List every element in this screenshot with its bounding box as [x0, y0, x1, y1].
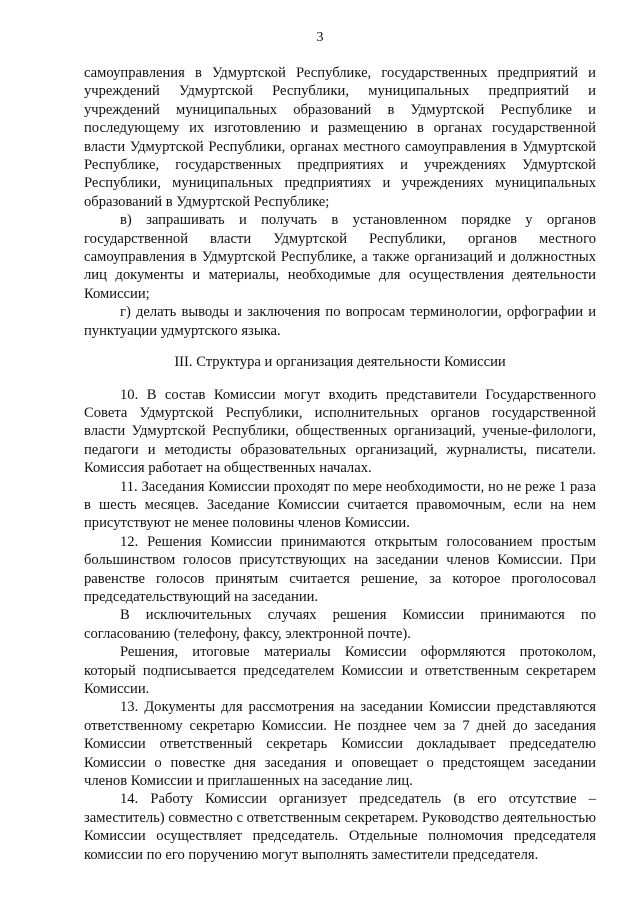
paragraph-10: 10. В состав Комиссии могут входить представители Государственного Совета Удмуртской Республики, исполнительных органов государственной власти Удмуртской Республики, общественных организаций, ученые-филологи, педагоги и методисты образовательных организаций, журналисты, писатели. Комиссия работает на общественных началах. — [84, 386, 596, 477]
document-body — [84, 64, 596, 864]
paragraph-12: 12. Решения Комиссии принимаются открытым голосованием простым большинством голосов присутствующих на заседании членов Комиссии. При равенстве голосов принятым считается решение, за которое проголосовал председательствующий на заседании. — [84, 533, 596, 605]
paragraph-14: 14. Работу Комиссии организует председатель (в его отсутствие – заместитель) совместно с ответственным секретарем. Руководство деятельностью Комиссии осуществляет председатель. Отдельные полномочия председателя комиссии по его поручению могут выполнять заместители председателя. — [84, 791, 596, 863]
paragraph-12-protocol: Решения, итоговые материалы Комиссии оформляются протоколом, который подписывается председателем Комиссии и ответственным секретарем Комиссии. — [84, 644, 596, 697]
page-number: 3 — [316, 30, 324, 45]
section-heading: III. Структура и организация деятельности Комиссии — [174, 354, 506, 371]
paragraph-13: 13. Документы для рассмотрения на заседании Комиссии представляются ответственному секретарю Комиссии. Не позднее чем за 7 дней до заседания Комиссии ответственный секретарь Комиссии докладывает председателю Комиссии о повестке дня заседания и оповещает о предстоящем заседании членов Комиссии и приглашенных на заседание лиц. — [84, 699, 596, 790]
paragraph-11: 11. Заседания Комиссии проходят по мере необходимости, но не реже 1 раза в шесть месяцев. Заседание Комиссии считается правомочным, если на нем присутствуют не менее половины членов Комиссии. — [84, 478, 596, 532]
paragraph-continuation: самоуправления в Удмуртской Республике, государственных предприятий и учреждений Удмуртской Республики, муниципальных предприятий и учреждений муниципальных образований в Удмуртской Республике и последующему их изготовлению и размещению в органах государственной власти Удмуртской Республики, органах местного самоуправления в Удмуртской Республике, государственных предприятиях и учреждениях Удмуртской Республики, муниципальных предприятиях и учреждениях муниципальных образований в Удмуртской Республике; — [84, 65, 596, 210]
paragraph-12-exceptional: В исключительных случаях решения Комиссии принимаются по согласованию (телефону, факсу, электронной почте). — [84, 607, 596, 642]
paragraph-item-v: в) запрашивать и получать в установленном порядке у органов государственной власти Удмуртской Республики, органов местного самоуправления в Удмуртской Республике, а также организаций и должностных лиц документы и материалы, необходимые для осуществления деятельности Комиссии; — [84, 212, 596, 302]
paragraph-item-g: г) делать выводы и заключения по вопросам терминологии, орфографии и пунктуации удмуртского языка. — [84, 304, 596, 339]
